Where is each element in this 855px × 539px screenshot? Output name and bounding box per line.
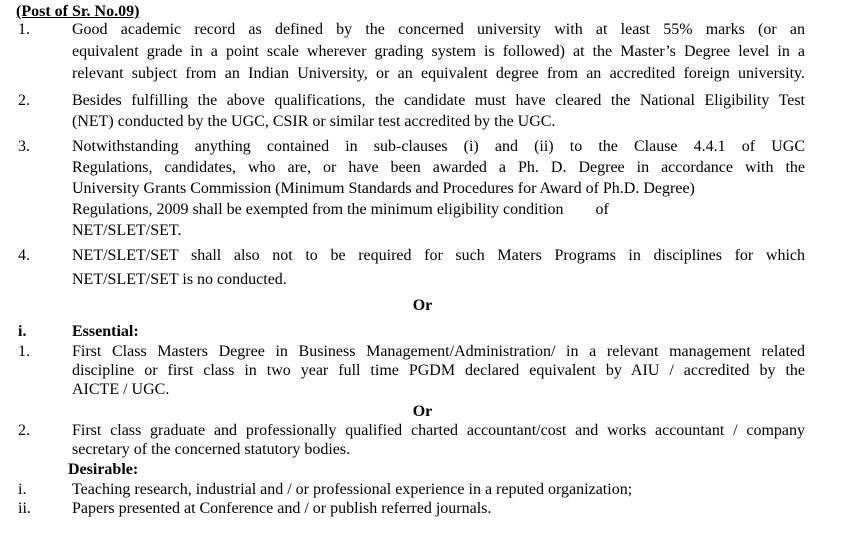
- item-1-line-2: equivalent grade in a point scale wherever grading system is followed) at the Master’s Degree level in a: [72, 43, 805, 60]
- essential-label: Essential:: [72, 323, 139, 340]
- item-3-line-4: Regulations, 2009 shall be exempted from the minimum eligibility condition of: [72, 201, 609, 218]
- desirable-item-2: Papers presented at Conference and / or publish referred journals.: [72, 500, 492, 517]
- item-number: 1.: [18, 343, 30, 360]
- item-number: 1.: [18, 21, 30, 38]
- essential-1-line-1: First Class Masters Degree in Business Management/Administration/ in a relevant management related: [72, 343, 805, 360]
- item-number: 4.: [18, 247, 30, 264]
- item-3-line-5: NET/SLET/SET.: [72, 222, 182, 239]
- item-2-line-2: (NET) conducted by the UGC, CSIR or similar test accredited by the UGC.: [72, 113, 556, 130]
- item-3-line-1: Notwithstanding anything contained in sub-clauses (i) and (ii) to the Clause 4.4.1 of UGC: [72, 138, 805, 155]
- essential-number: i.: [18, 323, 27, 340]
- or-separator: Or: [412, 297, 433, 314]
- item-4-line-2: NET/SLET/SET is no conducted.: [72, 271, 287, 288]
- essential-2-line-1: First class graduate and professionally qualified charted accountant/cost and works accountant / company: [72, 422, 805, 439]
- item-number: i.: [18, 481, 27, 498]
- section-heading: (Post of Sr. No.09): [16, 3, 140, 20]
- essential-2-line-2: secretary of the concerned statutory bodies.: [72, 441, 351, 458]
- item-2-line-1: Besides fulfilling the above qualifications, the candidate must have cleared the National Eligibility Test: [72, 92, 805, 109]
- desirable-label: Desirable:: [68, 461, 139, 478]
- item-4-line-1: NET/SLET/SET shall also not to be required for such Maters Programs in disciplines for which: [72, 247, 805, 264]
- essential-1-line-2: discipline or first class in two year full time PGDM declared equivalent by AIU / accredited by the: [72, 362, 805, 379]
- item-number: 2.: [18, 422, 30, 439]
- or-separator: Or: [412, 403, 433, 420]
- item-3-line-2: Regulations, candidates, who are, or have been awarded a Ph. D. Degree in accordance with the: [72, 159, 805, 176]
- desirable-item-1: Teaching research, industrial and / or professional experience in a reputed organization;: [72, 481, 633, 498]
- item-number: ii.: [18, 500, 31, 517]
- item-1-line-3: relevant subject from an Indian University, or an equivalent degree from an accredited foreign university.: [72, 65, 805, 82]
- item-3-line-3: University Grants Commission (Minimum Standards and Procedures for Award of Ph.D. Degree): [72, 180, 695, 197]
- item-1-line-1: Good academic record as defined by the concerned university with at least 55% marks (or an: [72, 21, 805, 38]
- essential-1-line-3: AICTE / UGC.: [72, 381, 170, 398]
- item-number: 3.: [18, 138, 30, 155]
- item-number: 2.: [18, 92, 30, 109]
